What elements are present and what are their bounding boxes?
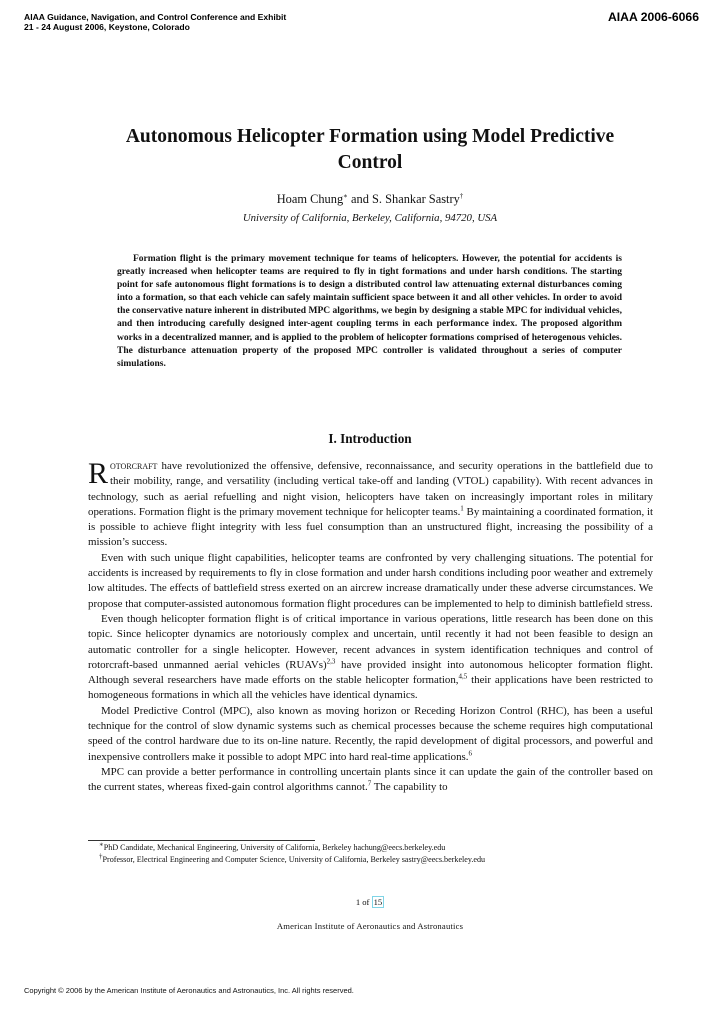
conference-dates: 21 - 24 August 2006, Keystone, Colorado [24, 22, 190, 32]
affiliation: University of California, Berkeley, California, 94720, USA [242, 212, 498, 224]
drop-cap: R [88, 457, 109, 490]
paragraph-text: Model Predictive Control (MPC), also known as moving horizon or Receding Horizon Control (RHC), has been a useful technique for the control of slow dynamic systems such as chemical processes because the scheme requires high computational speed of the control hardware due to its on-line nature. Recently, the rapid development of digital processors, and powerful and inexpensive controllers make it possible to adopt MPC into hard real-time applications. [88, 704, 653, 763]
small-caps-word: otorcraft [110, 460, 158, 472]
citation: 4,5 [458, 672, 468, 681]
paragraph: Even with such unique flight capabilities, helicopter teams are confronted by very challenging situations. The potential for accidents is increased by requirements to fly in close formation and under harsh conditions including poor weather and extremely low altitudes. The effects of battlefield stress exerted on an aircrew increase dramatically under these adverse circumstances. We propose that computer-assisted autonomous formation flight procedures can be implemented to help to diminish battlefield stress. [88, 551, 653, 610]
footnote-mark: ∗ [343, 191, 348, 200]
page-number [0, 897, 719, 907]
paragraph [88, 704, 653, 765]
body-text [88, 459, 653, 796]
paragraph [88, 459, 653, 551]
paragraph-text: The capability to [371, 781, 448, 794]
footnote-mark: † [99, 852, 103, 861]
paragraph-text: MPC can provide a better performance in controlling uncertain plants since it can update the gain of the controller based on the current states, whereas fixed-gain control algorithms cannot. [88, 765, 653, 794]
paper-title: Autonomous Helicopter Formation using Model Predictive Control [125, 126, 615, 173]
author-name: Hoam Chung [276, 192, 344, 206]
paragraph-text: By maintaining a coordinated formation, it is possible to achieve flight integrity with less fuel consumption than an unstructured flight, increasing the possibility of a mission’s success. [88, 505, 654, 549]
citation: 1 [460, 504, 464, 513]
publisher: American Institute of Aeronautics and Astronautics [276, 921, 464, 931]
paper-id: AIAA 2006-6066 [607, 10, 699, 24]
footnote [99, 852, 486, 864]
page-of: of [360, 897, 372, 907]
paragraph-text: have provided insight into autonomous helicopter formation flight. Although several researchers have made efforts on the stable helicopter formation, [88, 658, 653, 687]
author-line [0, 192, 719, 207]
footnote-rule [88, 840, 315, 841]
footnote-mark: † [459, 191, 464, 200]
page-total-link[interactable]: 15 [373, 897, 383, 907]
conference-name: AIAA Guidance, Navigation, and Control Conference and Exhibit [24, 12, 287, 22]
section-heading: I. Introduction [328, 431, 412, 446]
paragraph-text: have revolutionized the offensive, defensive, reconnaissance, and security operations in the battlefield due to their mobility, range, and versatility (including vertical take-off and landing (VTOL) capability). With recent advances in technology, such as aerial refuelling and night vision, helicopters have taken on increasingly important roles in military operations. Formation flight is the primary movement technique for helicopter teams. [88, 460, 653, 518]
citation: 6 [468, 749, 472, 758]
copyright-notice: Copyright © 2006 by the American Institute of Aeronautics and Astronautics, Inc. All rights reserved. [24, 986, 354, 995]
page-current: 1 [355, 897, 361, 907]
footnote-mark: ∗ [99, 840, 104, 849]
paragraph-text: their applications have been restricted to homogeneous formations in which all the vehicles have identical dynamics. [88, 674, 653, 702]
citation: 7 [367, 779, 372, 788]
footnote [99, 840, 446, 852]
citation: 2,3 [326, 657, 336, 666]
footnote-text: PhD Candidate, Mechanical Engineering, University of California, Berkeley hachung@eecs.berkeley.edu [103, 843, 446, 852]
author-conjunction: and [347, 192, 373, 206]
footnote-text: Professor, Electrical Engineering and Computer Science, University of California, Berkeley sastry@eecs.berkeley.edu [102, 855, 486, 864]
paragraph-text: Even though helicopter formation flight is of critical importance in various operations, little research has been done on this topic. Since helicopter dynamics are notoriously complex and uncertain, until recently it had not been feasible to design an automatic controller for a single helicopter. However, recent advances in system identification techniques and control of rotorcraft-based unmanned aerial vehicles (RUAVs) [88, 612, 653, 671]
author-name: S. Shankar Sastry [372, 192, 460, 206]
paragraph [88, 612, 653, 704]
paragraph [88, 765, 653, 796]
abstract: Formation flight is the primary movement technique for teams of helicopters. However, the potential for accidents is greatly increased when helicopter teams are required to fly in tight formations and under harsh conditions. The starting point for safe autonomous flight formations is to design a distributed control law attenuating external disturbances coming into a formation, so that each vehicle can safely maintain sufficient space between it and all other vehicles. In order to avoid the conservative nature inherent in distributed MPC algorithms, we begin by designing a stable MPC for individual vehicles, and then introducing carefully designed inter-agent coupling terms in each performance index. The proposed algorithm works in a decentralized manner, and is applied to the problem of helicopter formations comprised of heterogenous vehicles. The disturbance attenuation property of the proposed MPC controller is validated throughout a series of computer simulations. [117, 254, 622, 369]
